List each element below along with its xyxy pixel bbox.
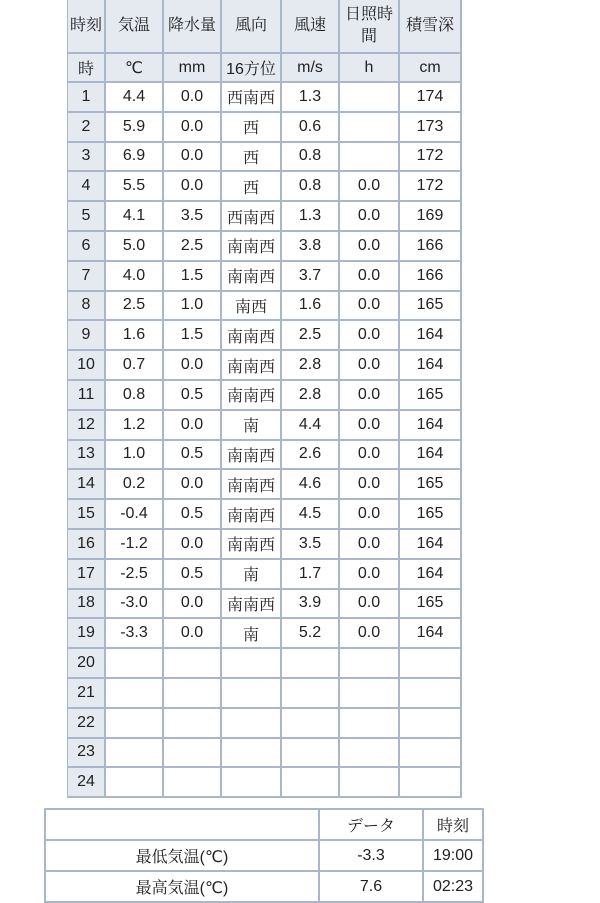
cell-precipitation: 0.0 bbox=[164, 83, 222, 113]
cell-snow-depth: 165 bbox=[400, 292, 462, 322]
table-row bbox=[68, 500, 462, 530]
cell-hour: 13 bbox=[68, 441, 106, 471]
table-row bbox=[68, 262, 462, 292]
cell-wind-speed: 2.5 bbox=[282, 321, 340, 351]
cell-hour: 9 bbox=[68, 321, 106, 351]
cell-sunshine: 0.0 bbox=[340, 560, 400, 590]
cell-hour: 11 bbox=[68, 381, 106, 411]
cell-wind-direction: 西南西 bbox=[222, 202, 282, 232]
table-row bbox=[68, 381, 462, 411]
header-temperature: 気温 bbox=[106, 0, 164, 54]
cell-temperature: 0.8 bbox=[106, 381, 164, 411]
cell-wind-speed: 3.8 bbox=[282, 232, 340, 262]
cell-wind-direction: 西 bbox=[222, 113, 282, 143]
cell-snow-depth: 172 bbox=[400, 172, 462, 202]
cell-sunshine: 0.0 bbox=[340, 351, 400, 381]
cell-sunshine bbox=[340, 679, 400, 709]
cell-hour: 19 bbox=[68, 619, 106, 649]
cell-hour: 5 bbox=[68, 202, 106, 232]
cell-snow-depth bbox=[400, 679, 462, 709]
table-row bbox=[68, 411, 462, 441]
table-row bbox=[68, 590, 462, 620]
cell-hour: 2 bbox=[68, 113, 106, 143]
summary-label: 最低気温(℃) bbox=[46, 841, 320, 872]
cell-sunshine: 0.0 bbox=[340, 530, 400, 560]
cell-snow-depth bbox=[400, 709, 462, 739]
cell-snow-depth bbox=[400, 649, 462, 679]
cell-sunshine bbox=[340, 649, 400, 679]
cell-temperature: 0.2 bbox=[106, 470, 164, 500]
header-wind-direction: 風向 bbox=[222, 0, 282, 54]
cell-hour: 3 bbox=[68, 143, 106, 173]
cell-precipitation: 0.0 bbox=[164, 619, 222, 649]
cell-temperature: -3.0 bbox=[106, 590, 164, 620]
unit-hour: 時 bbox=[68, 54, 106, 83]
summary-header-data: データ bbox=[320, 810, 424, 841]
cell-temperature: 4.0 bbox=[106, 262, 164, 292]
table-row bbox=[68, 649, 462, 679]
cell-hour: 10 bbox=[68, 351, 106, 381]
cell-hour: 16 bbox=[68, 530, 106, 560]
cell-sunshine: 0.0 bbox=[340, 292, 400, 322]
hourly-table-body bbox=[68, 83, 462, 798]
cell-hour: 18 bbox=[68, 590, 106, 620]
cell-wind-speed: 3.5 bbox=[282, 530, 340, 560]
cell-hour: 17 bbox=[68, 560, 106, 590]
cell-precipitation: 0.0 bbox=[164, 530, 222, 560]
cell-wind-direction: 西南西 bbox=[222, 83, 282, 113]
cell-snow-depth bbox=[400, 768, 462, 798]
cell-precipitation: 0.0 bbox=[164, 172, 222, 202]
cell-wind-direction: 南南西 bbox=[222, 500, 282, 530]
unit-wind-speed: m/s bbox=[282, 54, 340, 83]
cell-wind-direction: 南南西 bbox=[222, 232, 282, 262]
cell-wind-speed: 1.3 bbox=[282, 83, 340, 113]
summary-time: 02:23 bbox=[424, 872, 484, 903]
cell-snow-depth: 169 bbox=[400, 202, 462, 232]
header-precipitation: 降水量 bbox=[164, 0, 222, 54]
cell-precipitation: 0.5 bbox=[164, 560, 222, 590]
cell-hour: 21 bbox=[68, 679, 106, 709]
cell-precipitation bbox=[164, 768, 222, 798]
cell-wind-speed: 3.7 bbox=[282, 262, 340, 292]
cell-precipitation: 0.0 bbox=[164, 351, 222, 381]
summary-header-blank bbox=[46, 810, 320, 841]
cell-snow-depth: 164 bbox=[400, 619, 462, 649]
cell-wind-speed: 2.6 bbox=[282, 441, 340, 471]
cell-temperature: -2.5 bbox=[106, 560, 164, 590]
cell-wind-direction: 南南西 bbox=[222, 530, 282, 560]
hourly-weather-table bbox=[67, 0, 462, 798]
cell-sunshine bbox=[340, 768, 400, 798]
cell-snow-depth: 166 bbox=[400, 232, 462, 262]
table-row bbox=[68, 470, 462, 500]
cell-wind-speed: 0.8 bbox=[282, 172, 340, 202]
cell-sunshine: 0.0 bbox=[340, 172, 400, 202]
cell-snow-depth: 164 bbox=[400, 321, 462, 351]
cell-sunshine bbox=[340, 113, 400, 143]
cell-precipitation: 0.5 bbox=[164, 441, 222, 471]
cell-wind-direction: 南南西 bbox=[222, 321, 282, 351]
header-row bbox=[68, 0, 462, 54]
cell-snow-depth: 173 bbox=[400, 113, 462, 143]
cell-wind-speed: 1.7 bbox=[282, 560, 340, 590]
cell-wind-speed: 2.8 bbox=[282, 381, 340, 411]
cell-wind-direction: 南 bbox=[222, 560, 282, 590]
cell-snow-depth: 164 bbox=[400, 560, 462, 590]
cell-wind-speed: 0.8 bbox=[282, 143, 340, 173]
cell-precipitation: 0.0 bbox=[164, 411, 222, 441]
table-row bbox=[68, 351, 462, 381]
cell-temperature bbox=[106, 679, 164, 709]
cell-snow-depth: 164 bbox=[400, 411, 462, 441]
cell-sunshine: 0.0 bbox=[340, 262, 400, 292]
cell-precipitation: 2.5 bbox=[164, 232, 222, 262]
cell-wind-direction bbox=[222, 768, 282, 798]
cell-snow-depth: 174 bbox=[400, 83, 462, 113]
table-row bbox=[68, 202, 462, 232]
cell-wind-speed: 3.9 bbox=[282, 590, 340, 620]
cell-temperature: 1.0 bbox=[106, 441, 164, 471]
cell-wind-direction: 西 bbox=[222, 143, 282, 173]
cell-snow-depth: 164 bbox=[400, 351, 462, 381]
cell-sunshine: 0.0 bbox=[340, 500, 400, 530]
cell-sunshine: 0.0 bbox=[340, 411, 400, 441]
unit-row bbox=[68, 54, 462, 83]
cell-sunshine: 0.0 bbox=[340, 590, 400, 620]
table-row bbox=[68, 679, 462, 709]
cell-hour: 7 bbox=[68, 262, 106, 292]
unit-precipitation: mm bbox=[164, 54, 222, 83]
cell-snow-depth: 164 bbox=[400, 441, 462, 471]
table-row bbox=[68, 560, 462, 590]
cell-precipitation: 0.0 bbox=[164, 143, 222, 173]
cell-sunshine: 0.0 bbox=[340, 441, 400, 471]
cell-wind-speed: 5.2 bbox=[282, 619, 340, 649]
table-row bbox=[68, 83, 462, 113]
summary-row bbox=[46, 872, 484, 903]
cell-wind-speed bbox=[282, 649, 340, 679]
cell-snow-depth: 165 bbox=[400, 500, 462, 530]
table-row bbox=[68, 530, 462, 560]
cell-sunshine: 0.0 bbox=[340, 470, 400, 500]
cell-temperature: -1.2 bbox=[106, 530, 164, 560]
cell-wind-speed: 1.3 bbox=[282, 202, 340, 232]
cell-temperature: 4.4 bbox=[106, 83, 164, 113]
cell-wind-direction bbox=[222, 709, 282, 739]
cell-temperature: 5.0 bbox=[106, 232, 164, 262]
summary-header-row bbox=[46, 810, 484, 841]
unit-snow-depth: cm bbox=[400, 54, 462, 83]
cell-temperature: 2.5 bbox=[106, 292, 164, 322]
table-row bbox=[68, 232, 462, 262]
cell-precipitation bbox=[164, 709, 222, 739]
unit-temperature: ℃ bbox=[106, 54, 164, 83]
cell-wind-direction: 南西 bbox=[222, 292, 282, 322]
cell-wind-direction bbox=[222, 739, 282, 769]
cell-wind-speed bbox=[282, 739, 340, 769]
cell-snow-depth: 165 bbox=[400, 470, 462, 500]
cell-wind-speed: 0.6 bbox=[282, 113, 340, 143]
cell-snow-depth: 166 bbox=[400, 262, 462, 292]
cell-temperature: 0.7 bbox=[106, 351, 164, 381]
cell-precipitation: 0.0 bbox=[164, 113, 222, 143]
cell-wind-direction: 南 bbox=[222, 411, 282, 441]
summary-table bbox=[44, 808, 484, 903]
cell-wind-direction: 南南西 bbox=[222, 351, 282, 381]
unit-wind-direction: 16方位 bbox=[222, 54, 282, 83]
cell-wind-speed bbox=[282, 679, 340, 709]
header-wind-speed: 風速 bbox=[282, 0, 340, 54]
cell-hour: 22 bbox=[68, 709, 106, 739]
cell-wind-speed: 4.4 bbox=[282, 411, 340, 441]
cell-temperature bbox=[106, 768, 164, 798]
summary-header-time: 時刻 bbox=[424, 810, 484, 841]
cell-hour: 15 bbox=[68, 500, 106, 530]
cell-hour: 8 bbox=[68, 292, 106, 322]
cell-temperature: 1.2 bbox=[106, 411, 164, 441]
cell-snow-depth: 165 bbox=[400, 381, 462, 411]
cell-wind-direction: 南南西 bbox=[222, 381, 282, 411]
cell-hour: 14 bbox=[68, 470, 106, 500]
cell-precipitation: 1.5 bbox=[164, 262, 222, 292]
cell-sunshine: 0.0 bbox=[340, 381, 400, 411]
header-sunshine: 日照時間 bbox=[340, 0, 400, 54]
cell-precipitation: 0.0 bbox=[164, 590, 222, 620]
table-row bbox=[68, 321, 462, 351]
cell-sunshine: 0.0 bbox=[340, 619, 400, 649]
table-row bbox=[68, 143, 462, 173]
summary-value: -3.3 bbox=[320, 841, 424, 872]
cell-snow-depth bbox=[400, 739, 462, 769]
summary-row bbox=[46, 841, 484, 872]
cell-sunshine bbox=[340, 143, 400, 173]
cell-wind-speed: 2.8 bbox=[282, 351, 340, 381]
cell-precipitation: 0.5 bbox=[164, 381, 222, 411]
cell-wind-speed bbox=[282, 768, 340, 798]
cell-wind-direction bbox=[222, 679, 282, 709]
table-row bbox=[68, 709, 462, 739]
cell-hour: 20 bbox=[68, 649, 106, 679]
summary-time: 19:00 bbox=[424, 841, 484, 872]
cell-temperature: 5.9 bbox=[106, 113, 164, 143]
cell-wind-direction: 南南西 bbox=[222, 262, 282, 292]
cell-temperature bbox=[106, 709, 164, 739]
cell-hour: 24 bbox=[68, 768, 106, 798]
cell-precipitation bbox=[164, 679, 222, 709]
cell-wind-direction: 南 bbox=[222, 619, 282, 649]
cell-temperature: 4.1 bbox=[106, 202, 164, 232]
cell-sunshine bbox=[340, 739, 400, 769]
cell-sunshine bbox=[340, 709, 400, 739]
table-row bbox=[68, 441, 462, 471]
cell-wind-direction: 南南西 bbox=[222, 590, 282, 620]
cell-hour: 23 bbox=[68, 739, 106, 769]
cell-temperature: -0.4 bbox=[106, 500, 164, 530]
cell-hour: 12 bbox=[68, 411, 106, 441]
table-row bbox=[68, 739, 462, 769]
cell-precipitation: 1.5 bbox=[164, 321, 222, 351]
cell-sunshine: 0.0 bbox=[340, 202, 400, 232]
summary-table-body bbox=[46, 841, 484, 903]
cell-wind-speed: 1.6 bbox=[282, 292, 340, 322]
cell-hour: 1 bbox=[68, 83, 106, 113]
cell-temperature: 1.6 bbox=[106, 321, 164, 351]
header-hour: 時刻 bbox=[68, 0, 106, 54]
cell-wind-direction: 西 bbox=[222, 172, 282, 202]
cell-temperature bbox=[106, 739, 164, 769]
table-row bbox=[68, 619, 462, 649]
cell-precipitation: 0.5 bbox=[164, 500, 222, 530]
cell-wind-speed: 4.6 bbox=[282, 470, 340, 500]
cell-sunshine: 0.0 bbox=[340, 232, 400, 262]
unit-sunshine: h bbox=[340, 54, 400, 83]
cell-sunshine bbox=[340, 83, 400, 113]
cell-precipitation: 0.0 bbox=[164, 470, 222, 500]
cell-sunshine: 0.0 bbox=[340, 321, 400, 351]
cell-precipitation: 3.5 bbox=[164, 202, 222, 232]
table-row bbox=[68, 113, 462, 143]
cell-temperature: -3.3 bbox=[106, 619, 164, 649]
table-row bbox=[68, 292, 462, 322]
cell-precipitation bbox=[164, 649, 222, 679]
summary-label: 最高気温(℃) bbox=[46, 872, 320, 903]
table-row bbox=[68, 768, 462, 798]
cell-precipitation: 1.0 bbox=[164, 292, 222, 322]
cell-wind-direction bbox=[222, 649, 282, 679]
header-snow-depth: 積雪深 bbox=[400, 0, 462, 54]
cell-hour: 4 bbox=[68, 172, 106, 202]
cell-snow-depth: 164 bbox=[400, 530, 462, 560]
cell-temperature: 5.5 bbox=[106, 172, 164, 202]
cell-snow-depth: 172 bbox=[400, 143, 462, 173]
cell-wind-speed bbox=[282, 709, 340, 739]
cell-temperature: 6.9 bbox=[106, 143, 164, 173]
cell-wind-direction: 南南西 bbox=[222, 441, 282, 471]
cell-hour: 6 bbox=[68, 232, 106, 262]
cell-temperature bbox=[106, 649, 164, 679]
cell-wind-direction: 南南西 bbox=[222, 470, 282, 500]
cell-wind-speed: 4.5 bbox=[282, 500, 340, 530]
summary-value: 7.6 bbox=[320, 872, 424, 903]
table-row bbox=[68, 172, 462, 202]
cell-snow-depth: 165 bbox=[400, 590, 462, 620]
cell-precipitation bbox=[164, 739, 222, 769]
